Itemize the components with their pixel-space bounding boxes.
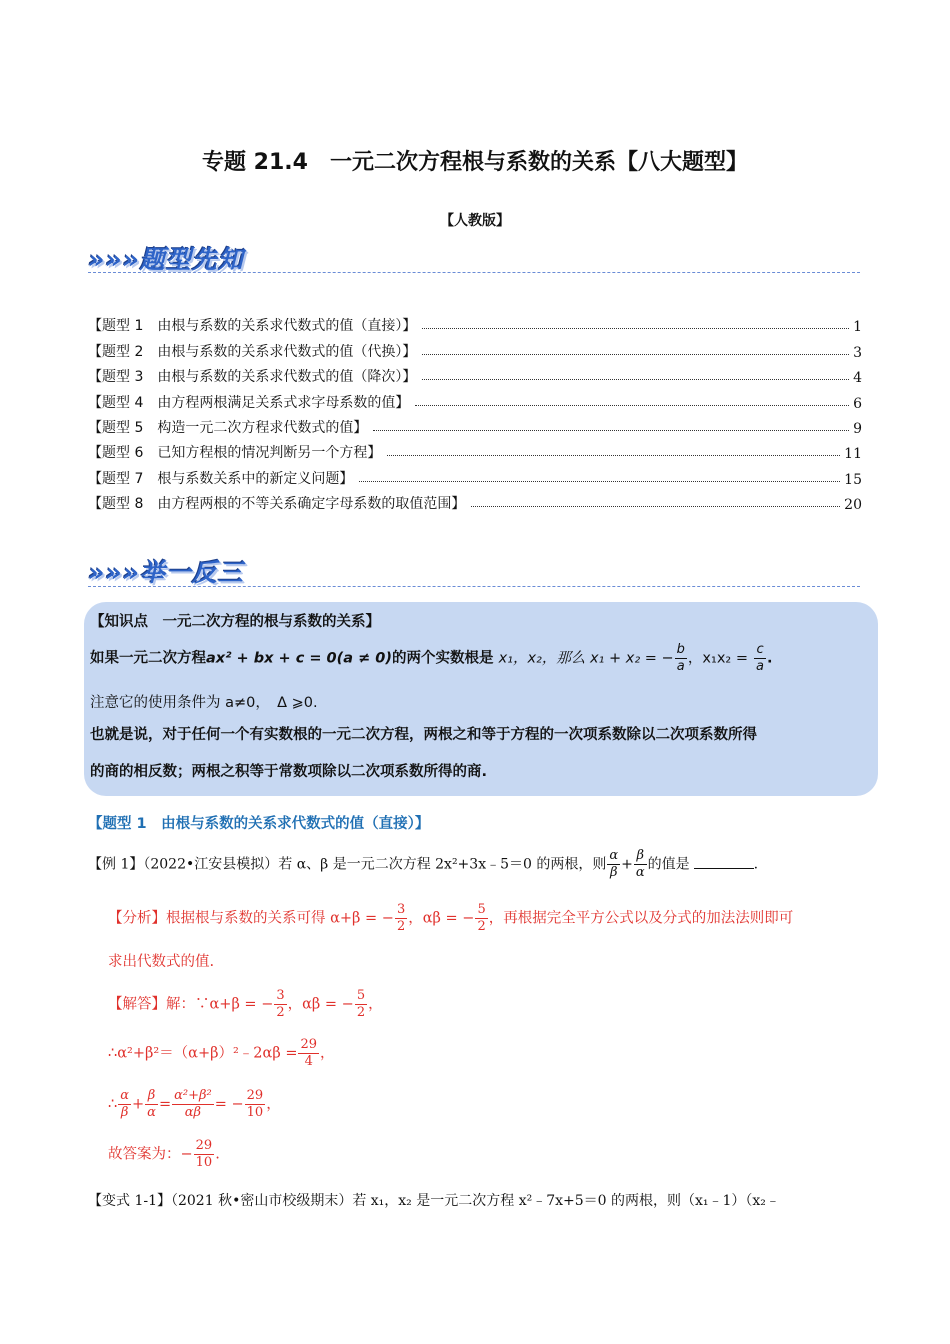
page-title: 专题 21.4 一元二次方程根与系数的关系【八大题型】 <box>202 150 748 175</box>
solution-line: ∴α²+β²＝（α+β）²﹣2αβ = $\frac{29}{4}$ ， <box>108 1037 335 1069</box>
section-heading: 【题型 1 由根与系数的关系求代数式的值（直接）】 <box>88 816 430 832</box>
knowledge-box <box>84 602 878 796</box>
example-question: 【例 1】（2022•江安县模拟）若 α、β 是一元二次方程 2x²+3x﹣5＝0 的两根，则 $\frac{\alpha}{\beta}$ + $\frac{\beta}{\alpha}$ 的值是 . <box>88 848 759 880</box>
analysis-line: 求出代数式的值. <box>108 954 215 970</box>
answer-line: 故答案为：− $\frac{29}{10}$ . <box>108 1138 220 1170</box>
edition-label: 【人教版】 <box>440 213 510 229</box>
banner-practice: »»»举一反三 <box>88 558 244 587</box>
knowledge-heading: 【知识点 一元二次方程的根与系数的关系】 <box>90 614 380 630</box>
variant-question: 【变式 1-1】（2021 秋•密山市校级期末）若 x₁，x₂ 是一元二次方程 x²﹣7x+5＝0 的两根，则（x₁﹣1）（x₂﹣ <box>88 1193 780 1209</box>
knowledge-explain: 也就是说，对于任何一个有实数根的一元二次方程，两根之和等于方程的一次项系数除以二次项系数所得 <box>90 727 757 743</box>
divider <box>88 586 860 587</box>
knowledge-explain: 的商的相反数；两根之积等于常数项除以二次项系数所得的商. <box>90 764 488 780</box>
toc-item[interactable]: 【题型 1 由根与系数的关系求代数式的值（直接）】 1 <box>88 318 862 336</box>
answer-blank <box>694 868 754 869</box>
solution-line: 【解答】解：∵α+β = − $\frac{3}{2}$ ，αβ = − $\frac{5}{2}$ ， <box>108 988 383 1020</box>
toc-item[interactable]: 【题型 7 根与系数关系中的新定义问题】 15 <box>88 470 862 488</box>
toc-item[interactable]: 【题型 2 由根与系数的关系求代数式的值（代换）】 3 <box>88 343 862 361</box>
toc-item[interactable]: 【题型 5 构造一元二次方程求代数式的值】 9 <box>88 419 862 437</box>
analysis-line: 【分析】根据根与系数的关系可得 α+β = − $\frac{3}{2}$ ，αβ = − $\frac{5}{2}$ ，再根据完全平方公式以及分式的加法法则即可 <box>108 902 794 934</box>
solution-line: ∴ $\frac{\alpha}{\beta}$ + $\frac{\beta}{\alpha}$ = $\frac{\text{α²+β²}}{\alpha\beta}$ = − $\frac{29}{10}$ ， <box>108 1088 281 1120</box>
knowledge-condition: 注意它的使用条件为 a≠0， Δ ⩾0. <box>90 695 318 711</box>
toc-item[interactable]: 【题型 3 由根与系数的关系求代数式的值（降次）】 4 <box>88 369 862 387</box>
toc-item[interactable]: 【题型 8 由方程两根的不等关系确定字母系数的取值范围】 20 <box>88 496 862 514</box>
divider <box>88 272 860 273</box>
banner-preview: »»»题型先知 <box>88 245 244 274</box>
table-of-contents <box>88 310 862 513</box>
toc-item[interactable]: 【题型 6 已知方程根的情况判断另一个方程】 11 <box>88 445 862 463</box>
toc-item[interactable]: 【题型 4 由方程两根满足关系式求字母系数的值】 6 <box>88 394 862 412</box>
knowledge-line: 如果一元二次方程ax² + bx + c = 0(a ≠ 0)的两个实数根是 x₁，x₂，那么 x₁ + x₂ = − $\frac{b}{a}$ ，x₁x₂ = $\frac{c}{a}$ . <box>90 642 773 674</box>
